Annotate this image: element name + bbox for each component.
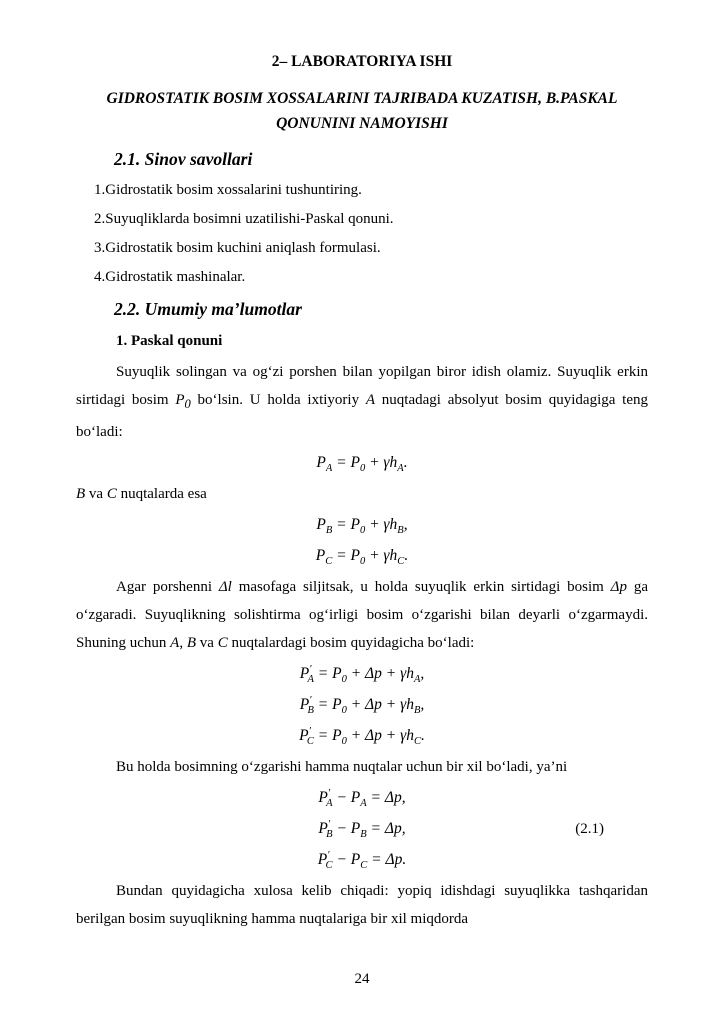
equation-diff-b: $P'_B - P_B = \Delta p$, bbox=[318, 818, 406, 841]
question-item-1: 1.Gidrostatik bosim xossalarini tushuntiring. bbox=[94, 182, 362, 198]
question-item-4: 4.Gidrostatik mashinalar. bbox=[94, 269, 246, 285]
paragraph-conclusion: Bundan quyidagicha xulosa kelib chiqadi: yopiq idishdagi suyuqlikka tashqaridan berilgan bosim suyuqlikning hamma nuqtalariga bir xil miqdorda bbox=[76, 883, 648, 927]
equation-pb: $P_B = P_0 + \gamma h_B$, bbox=[316, 516, 408, 537]
question-item-3: 3.Gidrostatik bosim kuchini aniqlash formulasi. bbox=[94, 240, 381, 256]
equation-row-numbered bbox=[76, 814, 648, 844]
paragraph-pressure-change: Bu holda bosimning o‘zgarishi hamma nuqtalar uchun bir xil bo‘ladi, ya’ni bbox=[116, 759, 568, 775]
equation-number: (2.1) bbox=[575, 821, 604, 837]
equation-pa: $P_A = P_0 + \gamma h_A$. bbox=[316, 454, 408, 475]
equation-pc-prime: $P'_C = P_0 + \Delta p + \gamma h_C$. bbox=[299, 725, 425, 748]
page-title: 2– LABORATORIYA ISHI bbox=[271, 53, 453, 70]
paragraph-piston: Agar porshenni Δl masofaga siljitsak, u holda suyuqlik erkin sirtidagi bosim Δp ga o‘zgaradi. Suyuqlikning solishtirma og‘irligi bosim o‘zgarishi bilan deyarli o‘zgarmaydi. Shuning uchun A, B va C nuqtalardagi bosim quyidagicha bo‘ladi: bbox=[76, 579, 648, 651]
question-item-2: 2.Suyuqliklarda bosimni uzatilishi-Paskal qonuni. bbox=[94, 211, 394, 227]
page-number: 24 bbox=[354, 971, 370, 987]
section-heading-umumiy-malumotlar: 2.2. Umumiy ma’lumotlar bbox=[114, 299, 302, 319]
paragraph-intro: Suyuqlik solingan va og‘zi porshen bilan yopilgan biror idish olamiz. Suyuqlik erkin sirtidagi bosim $P_0$ bo‘lsin. U holda ixtiyoriy A nuqtadagi absolyut bosim quyidagiga teng bo‘ladi: bbox=[76, 364, 648, 440]
question-list bbox=[76, 176, 648, 292]
equation-pb-prime: $P'_B = P_0 + \Delta p + \gamma h_B$, bbox=[299, 694, 425, 717]
subheading-paskal-qonuni: 1. Paskal qonuni bbox=[116, 333, 223, 349]
paragraph-points-bc: B va C nuqtalarda esa bbox=[76, 486, 207, 502]
equation-diff-a: $P'_A - P_A = \Delta p$, bbox=[318, 787, 406, 810]
section-heading-sinov-savollari: 2.1. Sinov savollari bbox=[114, 149, 253, 169]
equation-pa-prime: $P'_A = P_0 + \Delta p + \gamma h_A$, bbox=[299, 663, 425, 686]
document-subtitle: GIDROSTATIK BOSIM XOSSALARINI TAJRIBADA KUZATISH, B.PASKAL QONUNINI NAMOYISHI bbox=[106, 90, 618, 132]
equation-pc: $P_C = P_0 + \gamma h_C$. bbox=[315, 547, 409, 568]
equation-diff-c: $P'_C - P_C = \Delta p$. bbox=[317, 849, 407, 872]
